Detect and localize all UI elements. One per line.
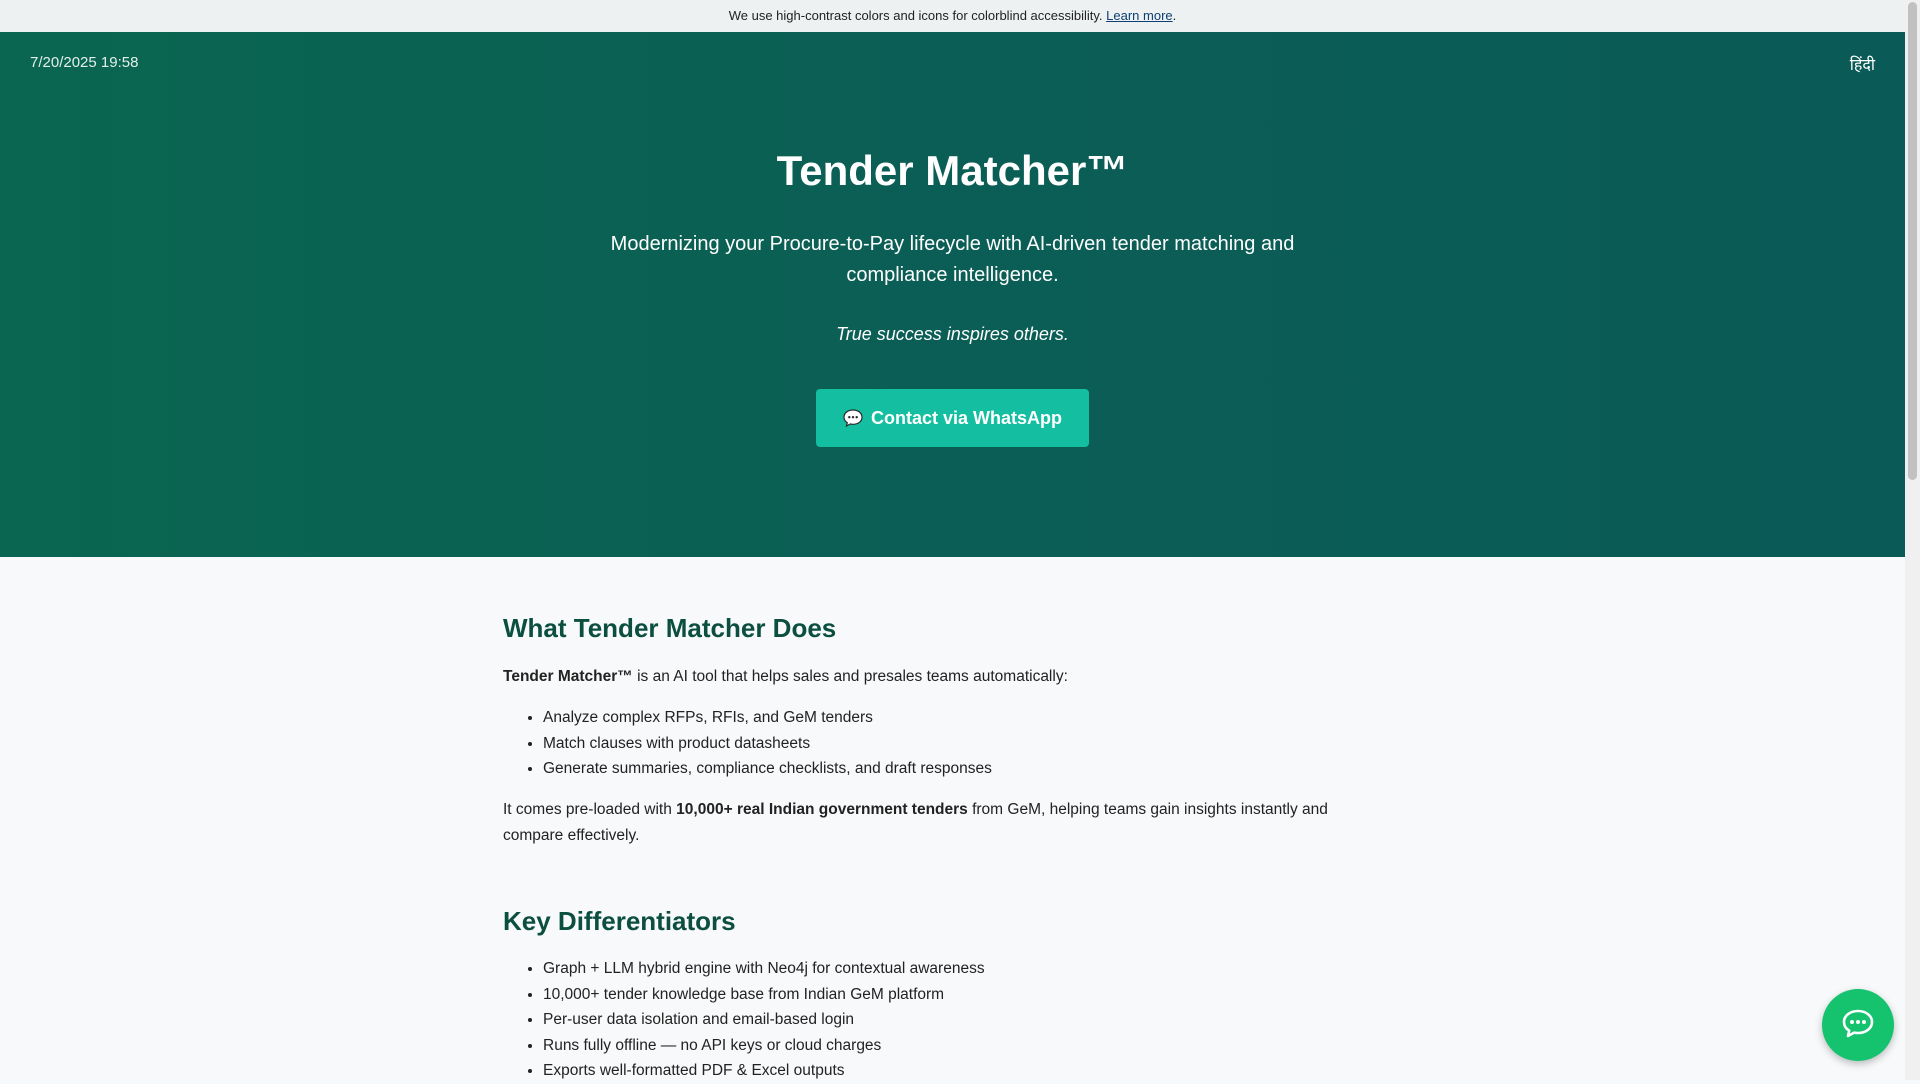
section-what-intro xyxy=(503,664,1068,690)
scrollbar-thumb[interactable] xyxy=(1908,2,1917,480)
chat-bubble-icon xyxy=(1841,1008,1875,1043)
accessibility-banner xyxy=(0,0,1905,33)
list-item: • Generate summaries, compliance checklists, and draft responses xyxy=(543,756,992,782)
timestamp: 7/20/2025 19:58 xyxy=(30,54,139,71)
list-item: • Per-user data isolation and email-based login xyxy=(543,1007,985,1033)
list-item: • Runs fully offline — no API keys or cloud charges xyxy=(543,1033,985,1059)
contact-whatsapp-button[interactable] xyxy=(816,389,1089,447)
contact-whatsapp-label: Contact via WhatsApp xyxy=(870,407,1062,428)
capabilities-list xyxy=(503,705,992,782)
product-name: Tender Matcher™ xyxy=(503,668,633,685)
hero-quote: True success inspires others. xyxy=(836,324,1069,344)
outro-post: from GeM, helping teams gain insights instantly and compare effectively. xyxy=(503,801,1328,844)
section-title-differentiators: Key Differentiators xyxy=(503,906,736,936)
language-toggle[interactable]: हिंदी xyxy=(1849,57,1875,74)
page-title: Tender Matcher™ xyxy=(776,147,1129,194)
outro-highlight: 10,000+ real Indian government tenders xyxy=(676,801,968,818)
outro-pre: It comes pre-loaded with xyxy=(503,801,677,818)
page-scrollbar[interactable] xyxy=(1905,0,1920,1080)
chat-button[interactable] xyxy=(1822,989,1894,1061)
list-item: • 10,000+ tender knowledge base from Indian GeM platform xyxy=(543,982,985,1008)
banner-suffix: . xyxy=(1172,8,1177,23)
learn-more-link[interactable]: Learn more xyxy=(1106,8,1173,23)
section-title-what: What Tender Matcher Does xyxy=(503,613,837,643)
differentiators-list xyxy=(503,956,985,1084)
speech-bubble-icon xyxy=(843,409,863,427)
intro-text: is an AI tool that helps sales and presales teams automatically: xyxy=(632,668,1068,685)
hero-subtitle: Modernizing your Procure-to-Pay lifecycle with AI-driven tender matching and compliance intelligence. xyxy=(610,233,1295,286)
list-item: • Exports well-formatted PDF & Excel outputs xyxy=(543,1058,985,1084)
hero-section xyxy=(0,32,1905,557)
section-what-outro xyxy=(503,797,1363,849)
banner-text: We use high-contrast colors and icons for colorblind accessibility. xyxy=(728,8,1107,23)
list-item: • Match clauses with product datasheets xyxy=(543,731,992,757)
list-item: • Graph + LLM hybrid engine with Neo4j for contextual awareness xyxy=(543,956,985,982)
list-item: • Analyze complex RFPs, RFIs, and GeM tenders xyxy=(543,705,992,731)
